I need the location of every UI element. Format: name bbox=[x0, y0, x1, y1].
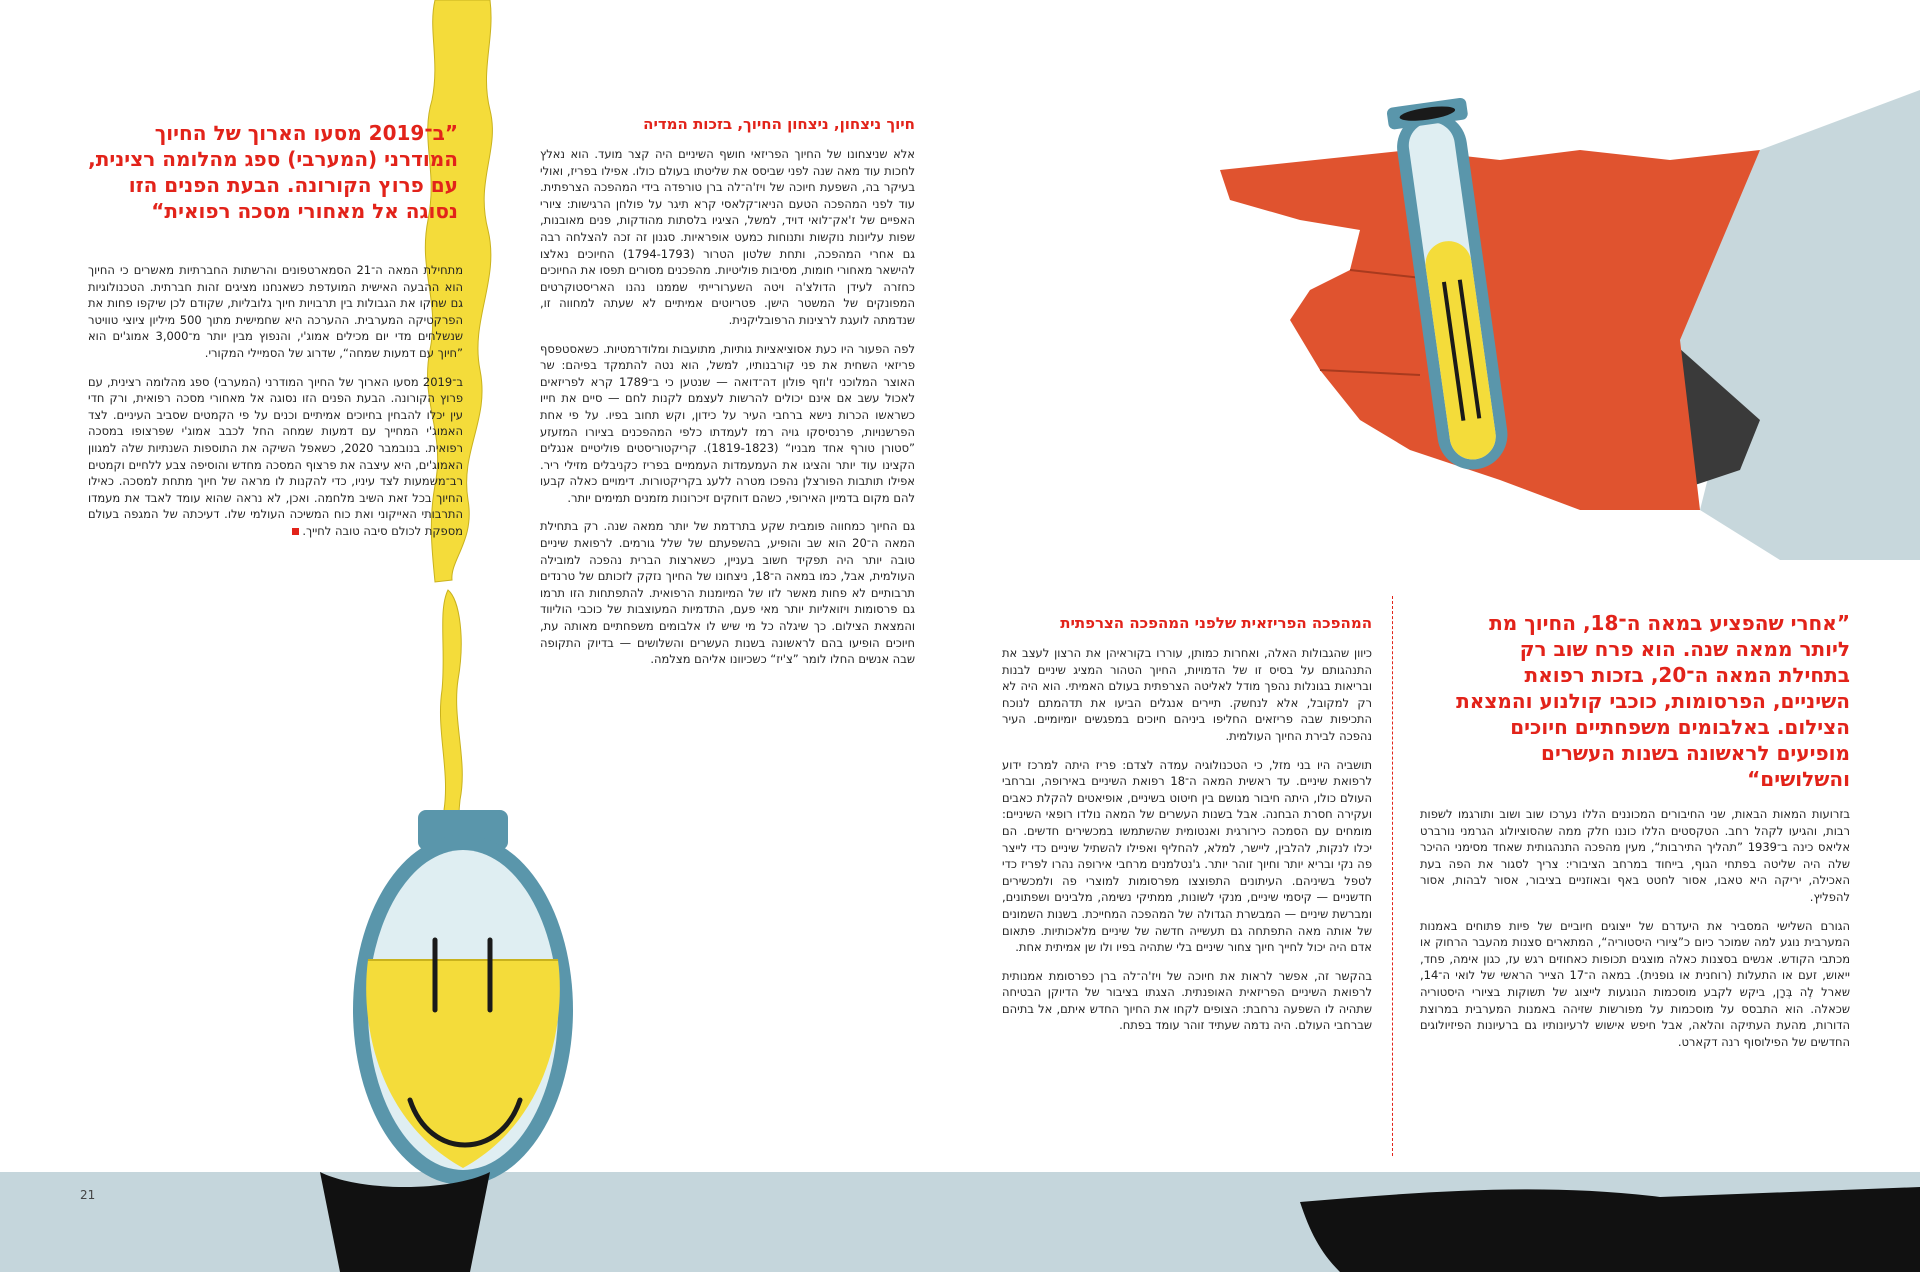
column-right-center-paragraph-2: תושביה היו בני מזל, כי הטכנולוגיה עמדה לצדם: פריז היתה למרכז ידוע לרפואת שיניים. עד ראשית המאה ה־18 רפואת השיניים באירופה, וברחבי העולם כולו, היתה חיבור מגושם בין חיטוט בשיניים, אופיאטים להקלת כאבים ועקירה חסרת הבחנה. אבל בשנות העשרים של המאה נולדו רופאי השיניים: מומחים עם הסמכה כירורגית ואנטומית שהשתמשו במכשירים חדשים. הם יכלו לנקות, להלבין, ליישר, למלא, להחליף ואפילו להשתיל שיניים כדי לייצר פה נקי ובריא יותר וחיוך זוהר יותר. ג'נטלמנים מרחבי אירופה נהרו לפריז כדי לטפל בשיניהם. העיתונים התפוצצו מפרסומות למוצרי פה ולמכשירים חדשניים — קיסמי שיניים, מנקי לשונות, ממתיקי נשימה, מלבינים ושפתונים, ומברשת שיניים — המבשרת הגדולה של המהפכה המחייכת. בשנות השמונים של אותה מאה התפתחה גם תעשייה חדשה של שיניים מלאכותיות. פתאום אדם היה יכול לחייך חיוך צחור שיניים בלי שתהיה בפיו ולו שן אמיתית אחת. bbox=[1002, 757, 1372, 955]
column-middle-heading: חיוך ניצחון, ניצחון החיוך, בזכות המדיה bbox=[643, 115, 915, 133]
bottle-shadow bbox=[300, 1172, 500, 1272]
shadow-illustration bbox=[1300, 1172, 1920, 1272]
column-far-right bbox=[1420, 806, 1850, 1062]
pull-quote-left: ”ב־2019 מסעו הארוך של החיוך המודרני (המערבי) ספג מהלומה רצינית, עם פרוץ הקורונה. הבעת הפנים הזו נסוגה אל מאחורי מסכה רפואית“ bbox=[88, 121, 458, 223]
column-far-right-paragraph-1: בזרועות המאות הבאות, שני החיבורים המכוננים הללו נערכו שוב ושוב ותורגמו לשפות רבות, והגיעו לקהל רחב. הטקסטים הללו כוננו חלק ממה שהסוציולוג הגרמני נורברט אליאס כינה ב־1939 ”תהליך התירבות“, מעין מהפכה התנהגותית שאחד מסימני ההיכר שלה היה שליטה בפתחי הגוף, בייחוד במרחב הציבורי: צריך לסגור את הפה בעת האכילה, יריקה היא טאבו, אסור לחטט באף ובאוזניים בציבור, אסור לבהות, אסור להפליץ. bbox=[1420, 807, 1851, 904]
pull-quote-rule bbox=[1392, 596, 1393, 1156]
article-end-mark bbox=[292, 528, 299, 535]
column-middle bbox=[540, 115, 915, 680]
column-right-center-heading: המהפכה הפריזאית שלפני המהפכה הצרפתית bbox=[1060, 614, 1372, 632]
column-middle-paragraph-1: אלא שניצחונו של החיוך הפריזאי חושף השיניים היה קצר מועד. הוא נאלץ לחכות עוד מאה שנה לפני שביסס את שליטתו בעולם כולו. אפילו בפריז, ואולי בעיקר בה, השפעת חיוכה של ויז'ה־לה ברן טורפדה בידי המהפכה הצרפתית. עוד לפני המהפכה הטעם הניאו־קלאסי קרא תיגר על פולחן הרגישות: ציורי האפיים של ז'אק־לואי דויד, למשל, הציגיו בלסתות מהודקות, פנים מאובנות, שפות עליונות נוקשות ותנוחות כמעט אופראיות. סגנון זה זכה להצלחה רבה גם אחרי המהפכה, ותחת שלטון הטרור (1794-1793) החיוכים נאלצו להישאר מאחורי חומות, מסיבות פוליטיות. מהפכנים מסורים תפסו את החיוכים כחזרה לעידן הדולצ'ה ויטה השערורייתי שממנו נהנו האריסטוקרטים המפונקים של המשטר הישן. פטריוטים אמיתיים לא שעתה למחווה זו, שנדמתה לועגת לרצינות הרפובליקנית. bbox=[540, 147, 915, 327]
column-left-paragraph-1: מתחילת המאה ה־21 הסמארטפונים והרשתות החברתיות מאשרים כי החיוך הוא ההבעה האישית המועדפת כשאנחנו מציגים זהות חברתית. הטכנולוגיות גם שחקו את הגבולות בין תרבויות חיוך גלובליות, שקודם לכן שיקפו פחות את הפרקטיקה המערבית. ההערכה היא שחמישית מתוך 500 מיליון ציוצי טוויטר שנשלחים מדי יום מכילים אמוג'י, והנפוץ מבין יותר מ־3,000 אמוג'ים הוא ”חיוך עם דמעות שמחה“, שדרוג של הסמיילי המקורי. bbox=[88, 263, 464, 360]
hand-illustration bbox=[1200, 90, 1920, 560]
column-right-center-paragraph-1: כיוון שהגבולות האלה, ואחרות כמותן, עוררו בקוראיהן את הרצון לעצב את התנהגותם על בסיס זו של הדמויות, החיוך הטהור המציג שיניים לבנות ובריאות בגונלות נהפך מודל לאליטה הצרפתית בעולם האמיתי. הוא היה לא רק למקובל, אלא לנחשק. תיירים אנגלים הביעו את תדהמתם לנוכח התכיפות שבה פריזאים החליפו ביניהם חיוכים במפגשים יומיומיים. העיר נהפכה לבירת החיוך העולמית. bbox=[1002, 646, 1372, 743]
column-left-paragraph-2 bbox=[88, 374, 463, 540]
column-middle-paragraph-3: גם החיוך כמחווה פומבית שקע בתרדמת של יותר ממאה שנה. רק בתחילת המאה ה־20 הוא שב והופיע, בהשפעתם של שלל גורמים. לרפואת שיניים טובה יותר היה תפקיד חשוב בעניין, כשארצות הברית נהפכה למובילה העולמית, אבל, כמו במאה ה־18, ניצחונו של החיוך נזקק לזכותם של טרנדים תרבותיים לא פחות מאשר לזו של המיומנות הרפואית. להתפתחות הזו תרמו גם פרסומות ויזואליות יותר מאי פעם, התדמיות המעוצבות של כוכבי הוליווד והמצאת הצילום. כך שיגלה כל מי שיש לו אלבומים משפחתיים מאותה עת, חיוכים הופיעו בהם לראשונה בשנות העשרים והשלושים — בדיוק התקופה שבה אנשים החלו לומר ”צ'יז“ כשכיוונו אליהם מצלמה. bbox=[540, 519, 916, 667]
page-number: 21 bbox=[80, 1188, 96, 1202]
column-middle-paragraph-2: לפה הפעור היו כעת אסוציאציות גותיות, מתועבות ומלודרמטיות. כשאסטפסף פריזאי השחית את פני קורבנותיו, למשל, הוא נטה להתמקד בפיהם: שר האוצר המלוכני ז'וזף פולון דה־דואה — שנטען כי ב־1789 קרא לפריזאים לאכול עשב אם אינם יכולים להרשות לעצמם לקנות לחם — סיים את חייו כשראשו הכרות נישא ברחבי העיר על כידון, וקש תחוב בפיו. על פי אחת הפרשנויות, פרנסיסקו גויה רמז לעמדתו כלפי המהפכנים בציורו המזעזע ”סטורן טורף אחד מבניו“ (1819-1823). קריקטוריסטים פוליטיים אנגלים הקצינו עוד יותר והציגו את העמעמדות העממיים בפריז כקניבלים מזילי ריר. אפילו תותבות הפורצלן נהפכו מטרה ללעג בקריקטורות. דימויים כאלה קבעו להם מקום בדמיון האירופי, כשהם דוחקים זיכרונות מזמנים תמימים יותר. bbox=[540, 341, 915, 505]
column-right-center bbox=[1002, 614, 1372, 1046]
column-left-paragraph-2-text: ב־2019 מסעו הארוך של החיוך המודרני (המערבי) ספג מהלומה רצינית, עם פרוץ הקורונה. הבעת הפנים הזו נסוגה אל מאחורי מסכה רפואית, ורק חדי עין יכלו להבחין בחיוכים אמיתיים וכנים על פי הקמטים שסביב העיניים. לצד האמוג'י המחייך עם דמעות שמחה החל לכבב אמוג'י שפרצופו במסכה רפואית. בנובמבר 2020, כשאפל השיקה את התוספות השנתיות שלה למגוון האמוג'ים, היא עיצבה את פרצוף המסכה מחדש והוסיפה צבע ללחיים וקמטים רב־משמעות לצד עיניו, כדי להקנות לו מראה של חיוך מתחת למסכה. כאילו החיוך בכל זאת השיב מלחמה. ואכן, לא נראה שהוא עומד לאבד את מעמדו התרבותי האייקוני ואת כוח המשיכה העולמי שלו. דעיכתה של המגפה בעולם מספקת לכולם סיבה טובה לחייך. bbox=[88, 374, 463, 538]
column-far-right-paragraph-2: הגורם השלישי המסביר את היעדרם של ייצוגים חיוביים של פיות פתוחים באמנות המערבית נוגע למה שמוכר כיום כ”ציורי היסטוריה“, המתארים סצנות מהעבר הרחוק או מכתבי הקודש. אנשים בסצנות כאלה מוצגים תכופות כאחוזים רגש עז, כגון אימה, פחד, ייאוש, זעם או התעלות (רוחנית או גופנית). במאה ה־17 הצייר הראשי של לואי ה־14, שארל לֶה בְּרָן, ביקש לקבע מוסכמות הנוגעות לייצוג של תשוקות בציורי היסטוריה שכאלה. הוא התבסס על מוסכמות על מפורשות שזיהה באמנות המערבית במרוצת הדורות, מהעת העתיקה והלאה, אבל חיפש אישוש לרעיונותיו גם ברעיונות הפיזיולוגים החדשים של הפילוסוף רנה דקארט. bbox=[1420, 918, 1851, 1049]
column-left bbox=[88, 262, 463, 552]
column-right-center-paragraph-3: בהקשר זה, אפשר לראות את חיוכה של ויז'ה־לה ברן כפרסומת אמנותית לרפואת השיניים הפריזאית האופנתית. הצגתו בציבור של הדיוקן הבטיחה שתהיה לו השפעה נרחבת: הצופים לקחו את החיוך החדש איתם, אל בתיהם שברחבי העולם. היה נדמה שעתיד זוהר עומד בפתח. bbox=[1002, 968, 1372, 1033]
pull-quote-right: ”אחרי שהפציע במאה ה־18, החיוך מת ליותר ממאה שנה. הוא פרח שוב רק בתחילת המאה ה־20, בזכות רפואת השיניים, הפרסומות, כוכבי קולנוע והמצאת הצילום. באלבומים משפחתיים חיוכים מופיעים לראשונה בשנות העשרים והשלושים“ bbox=[1456, 611, 1850, 791]
